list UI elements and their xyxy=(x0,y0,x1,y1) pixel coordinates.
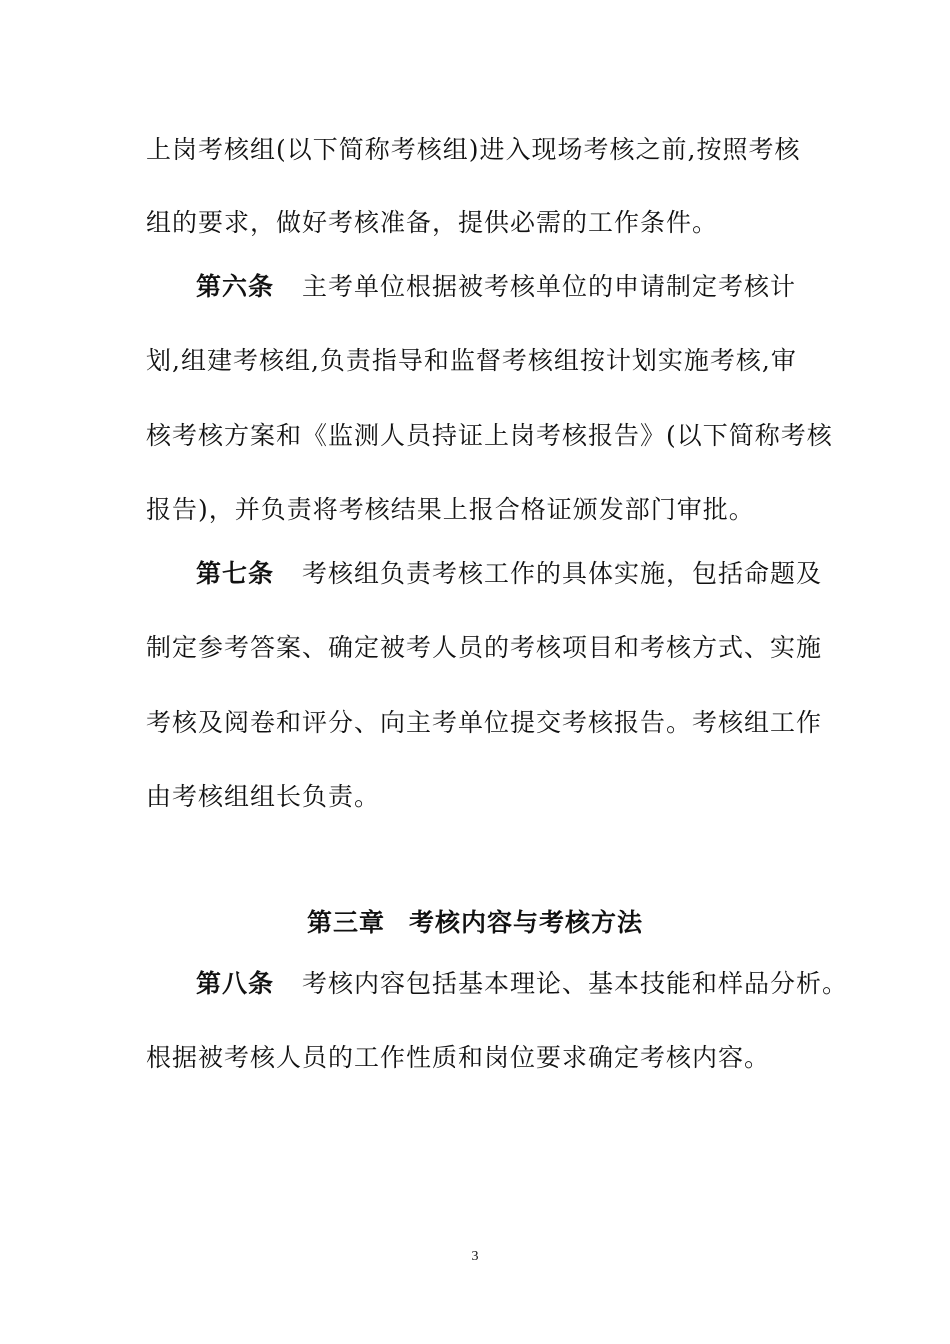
article-6-label: 第六条 xyxy=(196,272,275,301)
article-8-text: 考核内容包括基本理论、基本技能和样品分析。 xyxy=(302,969,849,998)
paragraph-line: 组的要求，做好考核准备，提供必需的工作条件。 xyxy=(146,208,719,237)
article-8-first-line xyxy=(196,968,876,1000)
paragraph-line: 报告)，并负责将考核结果上报合格证颁发部门审批。 xyxy=(146,495,755,524)
paragraph-line: 划,组建考核组,负责指导和监督考核组按计划实施考核,审 xyxy=(146,346,797,375)
paragraph-line: 上岗考核组(以下简称考核组)进入现场考核之前,按照考核 xyxy=(146,135,801,164)
article-6-first-line xyxy=(196,271,876,303)
paragraph-line: 制定参考答案、确定被考人员的考核项目和考核方式、实施 xyxy=(146,633,823,662)
chapter-title: 考核内容与考核方法 xyxy=(409,908,644,937)
paragraph-line: 考核及阅卷和评分、向主考单位提交考核报告。考核组工作 xyxy=(146,708,823,737)
page-number: 3 xyxy=(471,1249,479,1264)
chapter-heading xyxy=(0,907,950,939)
paragraph-line: 根据被考核人员的工作性质和岗位要求确定考核内容。 xyxy=(146,1043,771,1072)
article-8-label: 第八条 xyxy=(196,969,275,998)
article-6-text: 主考单位根据被考核单位的申请制定考核计 xyxy=(302,272,797,301)
chapter-number: 第三章 xyxy=(306,908,385,937)
paragraph-line: 由考核组组长负责。 xyxy=(146,782,381,811)
article-7-label: 第七条 xyxy=(196,559,275,588)
article-7-text: 考核组负责考核工作的具体实施，包括命题及 xyxy=(302,559,823,588)
paragraph-line: 核考核方案和《监测人员持证上岗考核报告》(以下简称考核 xyxy=(146,421,833,450)
article-7-first-line xyxy=(196,558,876,590)
